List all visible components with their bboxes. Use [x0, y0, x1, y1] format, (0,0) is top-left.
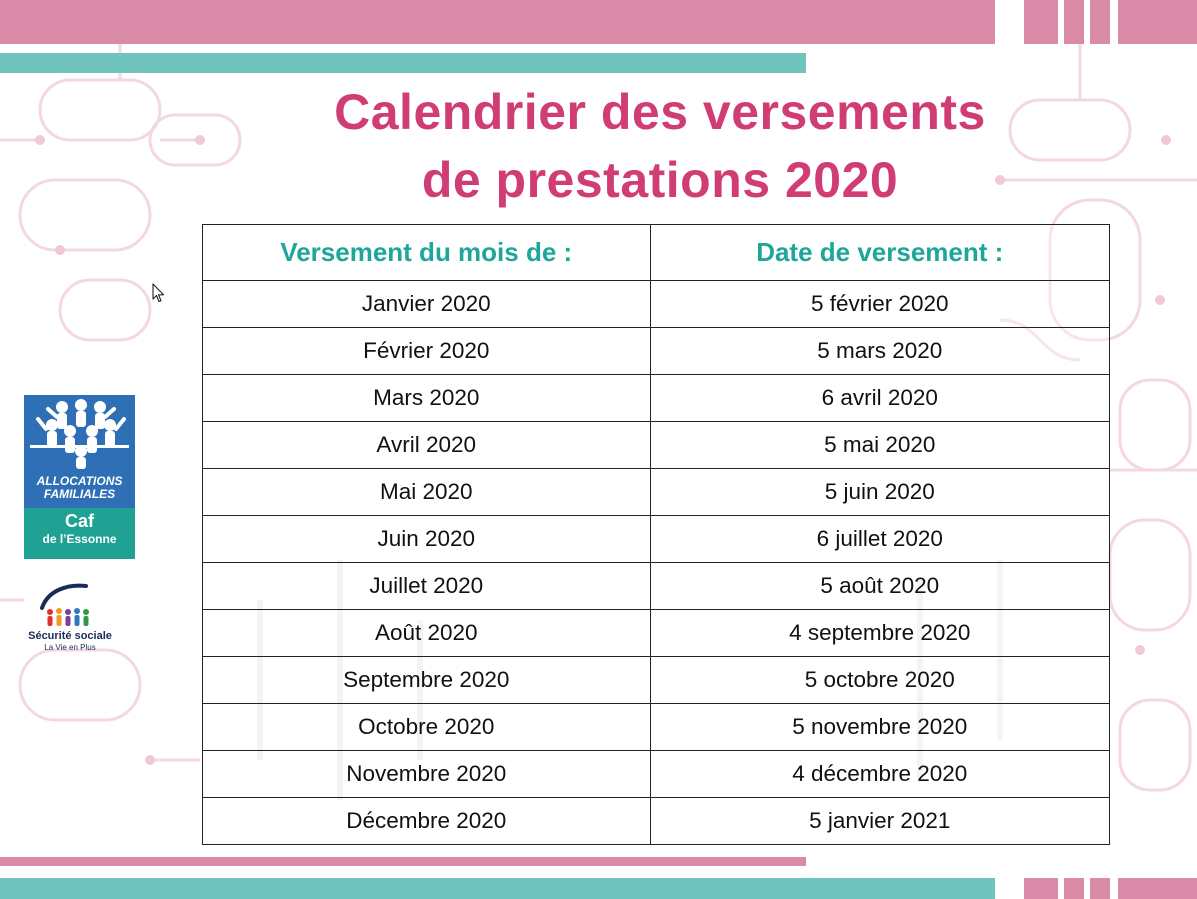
- top-pink-block-1: [1024, 0, 1058, 44]
- month-cell: Juillet 2020: [203, 563, 651, 610]
- month-cell: Décembre 2020: [203, 798, 651, 845]
- date-cell: 5 octobre 2020: [650, 657, 1110, 704]
- caf-logo: [24, 395, 135, 559]
- payment-calendar-table: [202, 224, 1110, 845]
- table-row: [203, 281, 1110, 328]
- table-row: [203, 422, 1110, 469]
- date-cell: 6 avril 2020: [650, 375, 1110, 422]
- title-line-2: de prestations 2020: [421, 152, 899, 208]
- date-cell: 5 janvier 2021: [650, 798, 1110, 845]
- caf-name-block: [24, 508, 135, 559]
- month-cell: Janvier 2020: [203, 281, 651, 328]
- date-cell: 5 mai 2020: [650, 422, 1110, 469]
- bottom-pink-block-1: [1024, 878, 1058, 899]
- caf-department: de l’Essonne: [42, 532, 117, 546]
- page-title: [240, 78, 1080, 214]
- date-cell: 5 novembre 2020: [650, 704, 1110, 751]
- table-row: [203, 704, 1110, 751]
- securite-sociale-name: Sécurité sociale: [28, 630, 112, 642]
- table-row: [203, 610, 1110, 657]
- month-cell: Mai 2020: [203, 469, 651, 516]
- column-header-payment-date: Date de versement :: [650, 225, 1110, 281]
- table-row: [203, 657, 1110, 704]
- bottom-pink-block-2: [1064, 878, 1084, 899]
- date-cell: 5 mars 2020: [650, 328, 1110, 375]
- table-row: [203, 751, 1110, 798]
- bottom-pink-block-4: [1118, 878, 1197, 899]
- table-row: [203, 563, 1110, 610]
- top-pink-block-3: [1090, 0, 1110, 44]
- mouse-cursor-icon: [152, 283, 166, 303]
- top-pink-band: [0, 0, 995, 44]
- top-pink-block-2: [1064, 0, 1084, 44]
- date-cell: 4 décembre 2020: [650, 751, 1110, 798]
- bottom-pink-block-3: [1090, 878, 1110, 899]
- month-cell: Mars 2020: [203, 375, 651, 422]
- table-row: [203, 798, 1110, 845]
- title-line-1: Calendrier des versements: [334, 84, 986, 140]
- table-row: [203, 469, 1110, 516]
- table-row: [203, 516, 1110, 563]
- month-cell: Juin 2020: [203, 516, 651, 563]
- month-cell: Août 2020: [203, 610, 651, 657]
- bottom-teal-band: [0, 878, 995, 899]
- caf-name: Caf: [64, 511, 94, 531]
- securite-sociale-figures-icon: [28, 582, 112, 630]
- date-cell: 5 février 2020: [650, 281, 1110, 328]
- top-pink-block-4: [1118, 0, 1197, 44]
- caf-line-allocations: ALLOCATIONS: [36, 474, 123, 488]
- column-header-month: Versement du mois de :: [203, 225, 651, 281]
- caf-line-familiales: FAMILIALES: [43, 487, 116, 501]
- date-cell: 4 septembre 2020: [650, 610, 1110, 657]
- table-header-row: [203, 225, 1110, 281]
- securite-sociale-logo: [28, 582, 112, 658]
- date-cell: 5 août 2020: [650, 563, 1110, 610]
- table-row: [203, 375, 1110, 422]
- bottom-pink-band: [0, 857, 806, 866]
- month-cell: Avril 2020: [203, 422, 651, 469]
- month-cell: Novembre 2020: [203, 751, 651, 798]
- date-cell: 6 juillet 2020: [650, 516, 1110, 563]
- securite-sociale-tagline: La Vie en Plus: [44, 643, 96, 652]
- month-cell: Février 2020: [203, 328, 651, 375]
- date-cell: 5 juin 2020: [650, 469, 1110, 516]
- top-teal-band: [0, 53, 806, 73]
- table-row: [203, 328, 1110, 375]
- month-cell: Septembre 2020: [203, 657, 651, 704]
- month-cell: Octobre 2020: [203, 704, 651, 751]
